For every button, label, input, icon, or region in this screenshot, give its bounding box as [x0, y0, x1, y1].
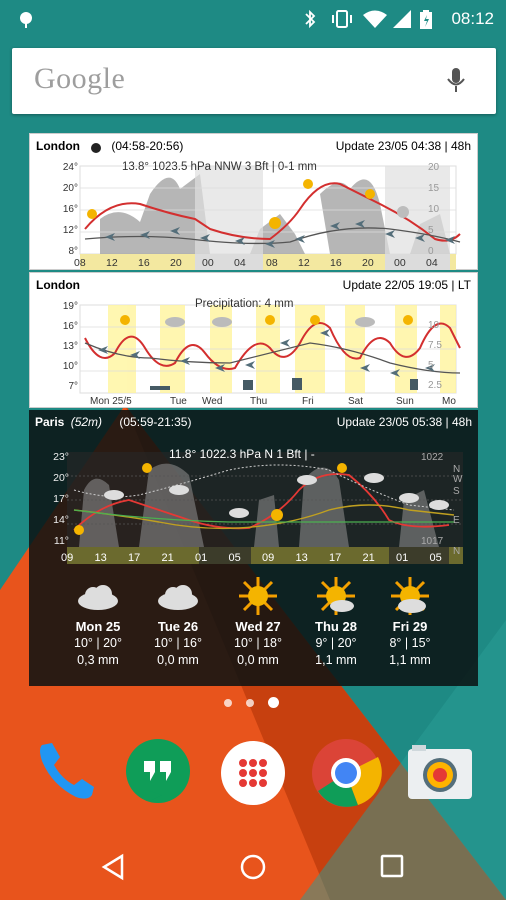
- x-tick-label: Wed: [202, 396, 223, 407]
- y-tick-label-right: 0: [428, 246, 434, 257]
- signal-icon: [392, 9, 412, 29]
- page-dot[interactable]: [224, 699, 232, 707]
- y-tick-label: 23°: [53, 451, 69, 463]
- widget1-city: London: [36, 139, 80, 153]
- right-tick-label: E: [453, 515, 460, 526]
- x-tick-label: 13: [94, 552, 107, 564]
- phone-app-icon[interactable]: [28, 735, 104, 811]
- x-tick-label: Tue: [170, 396, 187, 407]
- forecast-day-label: Tue 26: [157, 619, 199, 634]
- widget3-header: [35, 415, 472, 431]
- forecast-temps: 10° | 18°: [234, 636, 282, 650]
- y-tick-label: 13°: [62, 341, 78, 352]
- y-tick-label-right: 7.5: [428, 340, 442, 351]
- cloud-icon: [229, 508, 249, 518]
- x-tick-label: 16: [138, 257, 150, 269]
- cloud-icon: [155, 581, 201, 611]
- x-tick-label: 00: [202, 257, 214, 269]
- forecast-precip: 0,0 mm: [237, 653, 279, 667]
- x-tick-label: 05: [429, 552, 442, 564]
- y-tick-label-right: 5: [428, 225, 434, 236]
- right-tick-label: 1017: [421, 536, 444, 547]
- forecast-day[interactable]: [58, 578, 138, 669]
- y-tick-label: 19°: [62, 301, 78, 312]
- right-tick-label: W: [453, 474, 463, 485]
- x-tick-label: 04: [234, 257, 246, 269]
- home-button[interactable]: [242, 856, 264, 878]
- forecast-precip: 0,3 mm: [77, 653, 119, 667]
- y-tick-label-right: 15: [428, 183, 440, 194]
- widget3-summary: 11.8° 1022.3 hPa N 1 Bft | -: [169, 447, 315, 461]
- x-tick-label: 05: [228, 552, 241, 564]
- bluetooth-icon: [303, 9, 317, 29]
- forecast-day-label: Fri 29: [392, 619, 428, 634]
- forecast-temps: 10° | 16°: [154, 636, 202, 650]
- meteogram-chart-3: [29, 410, 478, 575]
- right-tick-label: N: [453, 464, 461, 475]
- x-tick-label: 21: [161, 552, 174, 564]
- widget2-summary: Precipitation: 4 mm: [195, 298, 294, 310]
- x-tick-label: 09: [61, 552, 74, 564]
- y-tick-label: 20°: [53, 472, 69, 484]
- sun-icon: [316, 576, 356, 616]
- navigation-bar: [0, 840, 506, 900]
- forecast-precip: 0,0 mm: [157, 653, 199, 667]
- battery-icon: [418, 9, 434, 31]
- sun-icon: [310, 315, 320, 325]
- x-tick-label: 20: [170, 257, 182, 269]
- x-tick-label: Sat: [348, 396, 364, 407]
- x-tick-label: 20: [362, 257, 374, 269]
- right-tick-label: N: [453, 546, 461, 557]
- chrome-app-icon[interactable]: [308, 735, 384, 811]
- widget2-header: [36, 278, 471, 294]
- y-tick-label-right: 20: [428, 162, 440, 173]
- cloud-icon: [104, 490, 124, 500]
- x-tick-label: Mon 25/5: [90, 396, 132, 407]
- x-tick-label: 17: [128, 552, 141, 564]
- back-button[interactable]: [104, 856, 122, 878]
- cloud-icon: [169, 485, 189, 495]
- sun-icon: [365, 189, 375, 199]
- forecast-day[interactable]: [296, 578, 376, 669]
- x-tick-label: 16: [330, 257, 342, 269]
- sun-cloud-icon: [390, 576, 430, 616]
- forecast-temps: 9° | 20°: [315, 636, 357, 650]
- widget1-header: [36, 139, 471, 155]
- y-tick-label: 16°: [62, 204, 78, 215]
- y-tick-label: 10°: [62, 361, 78, 372]
- sun-icon: [120, 315, 130, 325]
- cloud-icon: [165, 317, 185, 327]
- widget1-update: Update 23/05 04:38 | 48h: [335, 139, 471, 153]
- y-tick-label: 7°: [68, 381, 78, 392]
- recents-button[interactable]: [382, 856, 402, 876]
- sun-icon: [337, 463, 347, 473]
- y-tick-label-right: 2.5: [428, 380, 442, 391]
- forecast-day-label: Wed 27: [235, 619, 281, 634]
- x-tick-label: 00: [394, 257, 406, 269]
- forecast-day-label: Thu 28: [315, 619, 357, 634]
- y-tick-label: 17°: [53, 493, 69, 505]
- sun-icon: [238, 576, 278, 616]
- y-tick-label-right: 10: [428, 204, 440, 215]
- x-tick-label: 21: [362, 552, 375, 564]
- x-tick-label: 01: [396, 552, 409, 564]
- google-search-bar[interactable]: [12, 48, 496, 114]
- forecast-day-label: Mon 25: [75, 619, 121, 634]
- weather-widget-london-longterm[interactable]: [29, 272, 478, 408]
- y-tick-label-right: 5: [428, 360, 434, 371]
- widget3-update: Update 23/05 05:38 | 48h: [336, 415, 472, 429]
- app-drawer-icon[interactable]: [215, 735, 291, 811]
- y-tick-label: 11°: [53, 535, 69, 547]
- vibrate-icon: [330, 9, 354, 29]
- cloud-icon: [399, 493, 419, 503]
- widget3-distance: (52m): [70, 415, 103, 429]
- status-clock: 08:12: [451, 9, 494, 28]
- forecast-precip: 1,1 mm: [315, 653, 357, 667]
- cloud-icon: [75, 581, 121, 611]
- widget2-city: London: [36, 278, 80, 292]
- right-tick-label: 1022: [421, 452, 444, 463]
- widget1-daylight: (04:58-20:56): [111, 139, 184, 153]
- y-tick-label: 24°: [62, 162, 78, 173]
- x-tick-label: Mo: [442, 396, 456, 407]
- app-dock: [0, 735, 506, 815]
- x-tick-label: 13: [295, 552, 308, 564]
- cloud-icon: [212, 317, 232, 327]
- y-tick-label: 14°: [53, 514, 69, 526]
- forecast-temps: 10° | 20°: [74, 636, 122, 650]
- cloud-icon: [355, 317, 375, 327]
- y-tick-label-right: 10: [428, 320, 440, 331]
- sun-icon: [403, 315, 413, 325]
- widget1-summary: 13.8° 1023.5 hPa NNW 3 Bft | 0-1 mm: [122, 161, 317, 173]
- sun-icon: [265, 315, 275, 325]
- sun-icon: [142, 463, 152, 473]
- x-tick-label: Thu: [250, 396, 268, 407]
- weather-widget-london-48h[interactable]: [29, 133, 478, 270]
- y-tick-label: 12°: [62, 225, 78, 236]
- widget3-daylight: (05:59-21:35): [119, 415, 192, 429]
- forecast-day[interactable]: [370, 578, 450, 669]
- forecast-day[interactable]: [218, 578, 298, 669]
- x-tick-label: 04: [426, 257, 438, 269]
- x-tick-label: 12: [298, 257, 310, 269]
- x-tick-label: 01: [195, 552, 208, 564]
- sun-icon: [87, 209, 97, 219]
- page-dot[interactable]: [246, 699, 254, 707]
- sun-icon: [74, 525, 84, 535]
- cloud-icon: [429, 500, 449, 510]
- forecast-day[interactable]: [138, 578, 218, 669]
- x-tick-label: Fri: [302, 396, 314, 407]
- sun-icon: [271, 509, 283, 521]
- x-tick-label: 09: [262, 552, 275, 564]
- y-tick-label: 8°: [68, 246, 78, 257]
- y-tick-label: 16°: [62, 321, 78, 332]
- page-indicator[interactable]: [224, 697, 279, 708]
- widget3-city: Paris: [35, 415, 65, 429]
- x-tick-label: 12: [106, 257, 118, 269]
- x-tick-label: 08: [74, 257, 86, 269]
- moon-icon: [397, 206, 409, 218]
- mic-icon[interactable]: [446, 66, 466, 96]
- page-dot-active[interactable]: [268, 697, 279, 708]
- sun-icon: [269, 217, 281, 229]
- cloud-icon: [297, 475, 317, 485]
- status-bar: [0, 0, 506, 38]
- sun-icon: [303, 179, 313, 189]
- y-tick-label: 20°: [62, 183, 78, 194]
- google-logo: Google: [34, 62, 126, 95]
- x-tick-label: Sun: [396, 396, 414, 407]
- notification-icon: [16, 9, 36, 29]
- camera-app-icon[interactable]: [402, 735, 478, 811]
- forecast-temps: 8° | 15°: [389, 636, 431, 650]
- hangouts-app-icon[interactable]: [120, 735, 196, 811]
- wifi-icon: [362, 9, 388, 29]
- x-tick-label: 17: [329, 552, 342, 564]
- widget2-update: Update 22/05 19:05 | LT: [342, 278, 471, 292]
- right-tick-label: S: [453, 486, 460, 497]
- forecast-precip: 1,1 mm: [389, 653, 431, 667]
- cloud-icon: [364, 473, 384, 483]
- x-tick-label: 08: [266, 257, 278, 269]
